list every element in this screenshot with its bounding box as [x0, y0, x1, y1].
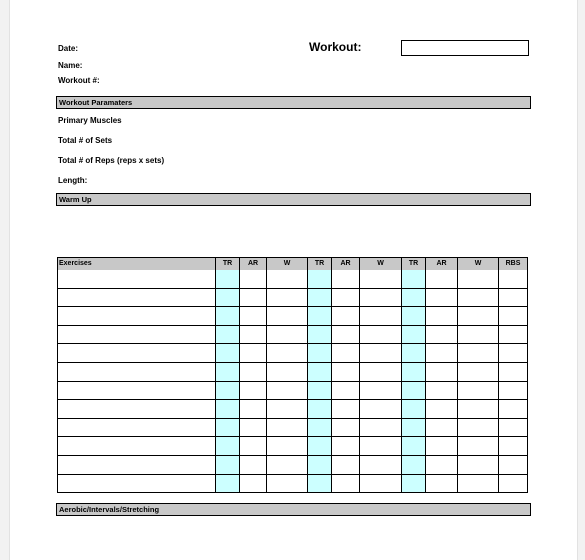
table-cell[interactable] [426, 437, 458, 456]
table-cell[interactable] [240, 270, 267, 289]
table-cell[interactable] [216, 289, 240, 308]
total-sets-label: Total # of Sets [58, 136, 113, 145]
table-cell[interactable] [458, 344, 499, 363]
table-cell[interactable] [360, 289, 402, 308]
table-cell[interactable] [426, 270, 458, 289]
table-header-ar-2: AR [240, 257, 267, 270]
table-cell[interactable] [499, 289, 528, 308]
table-cell[interactable] [458, 363, 499, 382]
table-cell[interactable] [308, 307, 332, 326]
table-header-rbs-10: RBS [499, 257, 528, 270]
table-cell[interactable] [499, 307, 528, 326]
table-cell[interactable] [240, 419, 267, 438]
table-cell[interactable] [332, 270, 360, 289]
table-cell[interactable] [458, 475, 499, 494]
table-header-w-9: W [458, 257, 499, 270]
table-cell[interactable] [216, 363, 240, 382]
table-cell[interactable] [360, 270, 402, 289]
table-cell[interactable] [499, 382, 528, 401]
table-header-ar-8: AR [426, 257, 458, 270]
table-cell[interactable] [360, 344, 402, 363]
table-cell[interactable] [402, 326, 426, 345]
workout-number-label: Workout #: [58, 76, 100, 85]
table-cell[interactable] [240, 456, 267, 475]
table-cell[interactable] [360, 363, 402, 382]
table-cell[interactable] [360, 456, 402, 475]
table-cell[interactable] [267, 382, 308, 401]
length-label: Length: [58, 176, 88, 185]
table-cell[interactable] [267, 363, 308, 382]
table-cell[interactable] [267, 289, 308, 308]
table-cell[interactable] [57, 437, 216, 456]
table-cell[interactable] [402, 382, 426, 401]
table-cell[interactable] [308, 437, 332, 456]
table-cell[interactable] [402, 307, 426, 326]
table-cell[interactable] [499, 456, 528, 475]
table-cell[interactable] [426, 307, 458, 326]
table-cell[interactable] [267, 307, 308, 326]
table-cell[interactable] [240, 363, 267, 382]
table-cell[interactable] [458, 307, 499, 326]
table-cell[interactable] [267, 400, 308, 419]
table-cell[interactable] [499, 344, 528, 363]
table-cell[interactable] [332, 400, 360, 419]
table-cell[interactable] [499, 475, 528, 494]
primary-muscles-label: Primary Muscles [58, 116, 122, 125]
table-cell[interactable] [267, 419, 308, 438]
table-cell[interactable] [240, 326, 267, 345]
table-cell[interactable] [332, 382, 360, 401]
table-header-tr-7: TR [402, 257, 426, 270]
table-cell[interactable] [240, 475, 267, 494]
table-cell[interactable] [216, 475, 240, 494]
table-cell[interactable] [402, 270, 426, 289]
table-cell[interactable] [240, 307, 267, 326]
table-cell[interactable] [402, 400, 426, 419]
table-cell[interactable] [402, 363, 426, 382]
total-reps-label: Total # of Reps (reps x sets) [58, 156, 165, 165]
table-cell[interactable] [499, 400, 528, 419]
table-cell[interactable] [57, 400, 216, 419]
table-cell[interactable] [332, 419, 360, 438]
table-cell[interactable] [499, 270, 528, 289]
table-header-ar-5: AR [332, 257, 360, 270]
table-cell[interactable] [216, 419, 240, 438]
date-label: Date: [58, 44, 79, 53]
table-header-w-3: W [267, 257, 308, 270]
table-cell[interactable] [402, 344, 426, 363]
table-cell[interactable] [360, 307, 402, 326]
table-cell[interactable] [332, 363, 360, 382]
table-cell[interactable] [240, 289, 267, 308]
table-cell[interactable] [267, 475, 308, 494]
table-cell[interactable] [458, 270, 499, 289]
table-cell[interactable] [57, 289, 216, 308]
table-cell[interactable] [308, 363, 332, 382]
table-cell[interactable] [216, 344, 240, 363]
table-cell[interactable] [360, 437, 402, 456]
table-cell[interactable] [216, 382, 240, 401]
table-cell[interactable] [240, 382, 267, 401]
table-header-tr-1: TR [216, 257, 240, 270]
table-cell[interactable] [57, 382, 216, 401]
table-cell[interactable] [332, 344, 360, 363]
table-cell[interactable] [308, 344, 332, 363]
table-cell[interactable] [458, 400, 499, 419]
document-page [9, 0, 578, 560]
table-cell[interactable] [332, 289, 360, 308]
table-cell[interactable] [267, 270, 308, 289]
table-cell[interactable] [360, 382, 402, 401]
table-cell[interactable] [308, 289, 332, 308]
table-cell[interactable] [426, 419, 458, 438]
table-cell[interactable] [499, 363, 528, 382]
table-cell[interactable] [458, 326, 499, 345]
table-cell[interactable] [458, 419, 499, 438]
table-cell[interactable] [216, 456, 240, 475]
table-cell[interactable] [458, 456, 499, 475]
table-cell[interactable] [458, 382, 499, 401]
table-cell[interactable] [308, 400, 332, 419]
table-cell[interactable] [57, 344, 216, 363]
table-cell[interactable] [57, 270, 216, 289]
table-cell[interactable] [360, 419, 402, 438]
table-cell[interactable] [426, 382, 458, 401]
table-cell[interactable] [216, 270, 240, 289]
table-cell[interactable] [267, 456, 308, 475]
table-cell[interactable] [308, 270, 332, 289]
section-bar-aerobic: Aerobic/Intervals/Stretching [56, 503, 531, 516]
table-cell[interactable] [360, 326, 402, 345]
table-cell[interactable] [499, 419, 528, 438]
table-cell[interactable] [216, 307, 240, 326]
table-header-w-6: W [360, 257, 402, 270]
table-cell[interactable] [402, 289, 426, 308]
workout-input-box[interactable] [401, 40, 529, 56]
table-cell[interactable] [308, 326, 332, 345]
name-label: Name: [58, 61, 83, 70]
table-cell[interactable] [458, 437, 499, 456]
section-bar-parameters: Workout Paramaters [56, 96, 531, 109]
table-cell[interactable] [360, 475, 402, 494]
table-cell[interactable] [426, 400, 458, 419]
table-cell[interactable] [57, 363, 216, 382]
table-cell[interactable] [402, 419, 426, 438]
table-cell[interactable] [308, 456, 332, 475]
table-cell[interactable] [240, 437, 267, 456]
table-cell[interactable] [308, 475, 332, 494]
table-cell[interactable] [426, 344, 458, 363]
table-cell[interactable] [240, 344, 267, 363]
table-cell[interactable] [216, 437, 240, 456]
table-cell[interactable] [308, 382, 332, 401]
table-cell[interactable] [402, 456, 426, 475]
table-cell[interactable] [57, 456, 216, 475]
table-cell[interactable] [308, 419, 332, 438]
table-cell[interactable] [426, 456, 458, 475]
table-cell[interactable] [426, 363, 458, 382]
table-cell[interactable] [57, 419, 216, 438]
table-cell[interactable] [57, 326, 216, 345]
workout-title: Workout: [309, 40, 362, 54]
table-cell[interactable] [458, 289, 499, 308]
table-cell[interactable] [332, 326, 360, 345]
table-cell[interactable] [426, 475, 458, 494]
table-cell[interactable] [267, 437, 308, 456]
table-cell[interactable] [57, 307, 216, 326]
table-cell[interactable] [426, 289, 458, 308]
table-cell[interactable] [402, 475, 426, 494]
section-bar-warmup: Warm Up [56, 193, 531, 206]
table-header-tr-4: TR [308, 257, 332, 270]
table-cell[interactable] [240, 400, 267, 419]
table-cell[interactable] [499, 437, 528, 456]
table-cell[interactable] [332, 456, 360, 475]
table-cell[interactable] [426, 326, 458, 345]
table-cell[interactable] [332, 475, 360, 494]
table-cell[interactable] [360, 400, 402, 419]
table-cell[interactable] [267, 344, 308, 363]
table-header-exercises-0: Exercises [57, 257, 216, 270]
table-cell[interactable] [499, 326, 528, 345]
table-cell[interactable] [332, 437, 360, 456]
table-cell[interactable] [216, 326, 240, 345]
table-cell[interactable] [402, 437, 426, 456]
table-cell[interactable] [216, 400, 240, 419]
table-cell[interactable] [57, 475, 216, 494]
table-cell[interactable] [332, 307, 360, 326]
table-cell[interactable] [267, 326, 308, 345]
exercise-table [57, 257, 528, 493]
